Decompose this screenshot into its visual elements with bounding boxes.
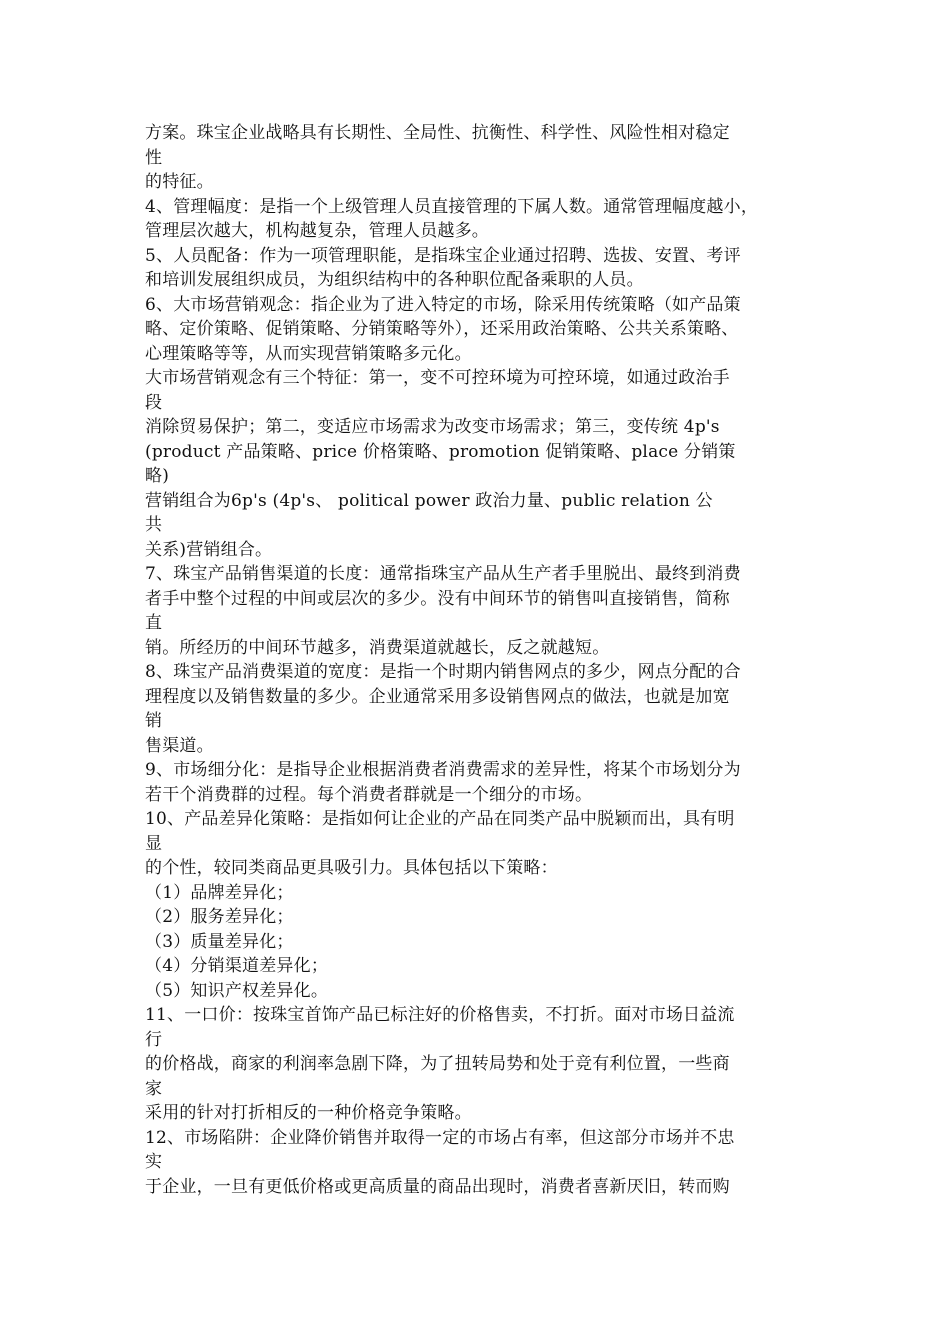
text-line: 消除贸易保护；第二，变适应市场需求为改变市场需求；第三，变传统 4p's xyxy=(145,417,720,437)
text-line: 11、一口价：按珠宝首饰产品已标注好的价格售卖，不打折。面对市场日益流 xyxy=(145,1005,735,1025)
list-item: （4）分销渠道差异化； xyxy=(145,956,329,976)
text-line: 管理层次越大，机构越复杂，管理人员越多。 xyxy=(145,221,489,241)
text-line: 大市场营销观念有三个特征：第一，变不可控环境为可控环境，如通过政治手 xyxy=(145,368,730,388)
text-line: 性 xyxy=(145,147,163,168)
text-line: 于企业，一旦有更低价格或更高质量的商品出现时，消费者喜新厌旧，转而购 xyxy=(145,1176,730,1197)
text-line: 方案。珠宝企业战略具有长期性、全局性、抗衡性、科学性、风险性相对稳定 xyxy=(145,123,730,143)
text-line: 者手中整个过程的中间或层次的多少。没有中间环节的销售叫直接销售，简称 xyxy=(145,588,730,609)
list-item: （3）质量差异化； xyxy=(145,931,294,952)
text-line: 9、市场细分化：是指导企业根据消费者消费需求的差异性，将某个市场划分为 xyxy=(145,760,741,780)
text-line: 销。所经历的中间环节越多，消费渠道就越长，反之就越短。 xyxy=(145,637,610,658)
text-line: 6、大市场营销观念：指企业为了进入特定的市场，除采用传统策略（如产品策 xyxy=(145,294,741,315)
text-line: 4、管理幅度：是指一个上级管理人员直接管理的下属人数。通常管理幅度越小， xyxy=(145,196,759,217)
text-line: 家 xyxy=(145,1078,163,1099)
text-line: 销 xyxy=(145,711,163,731)
text-line: 实 xyxy=(145,1152,163,1172)
text-line: 和培训发展组织成员，为组织结构中的各种职位配备乘职的人员。 xyxy=(145,270,644,290)
list-item: （1）品牌差异化； xyxy=(145,882,294,903)
text-line: 5、人员配备：作为一项管理职能，是指珠宝企业通过招聘、选拔、安置、考评 xyxy=(145,245,741,266)
text-line: 营销组合为6p's (4p's、 political power 政治力量、public relation 公 xyxy=(145,490,713,511)
text-line: 10、产品差异化策略：是指如何让企业的产品在同类产品中脱颖而出，具有明 xyxy=(145,809,735,829)
list-item: （2）服务差异化； xyxy=(145,907,294,927)
text-line: 若干个消费群的过程。每个消费者群就是一个细分的市场。 xyxy=(145,784,593,805)
body-text xyxy=(145,121,825,1199)
text-line: 段 xyxy=(145,392,163,413)
text-line: 12、市场陷阱：企业降价销售并取得一定的市场占有率，但这部分市场并不忠 xyxy=(145,1127,735,1148)
text-line: 售渠道。 xyxy=(145,735,214,756)
text-line: 7、珠宝产品销售渠道的长度：通常指珠宝产品从生产者手里脱出、最终到消费 xyxy=(145,564,741,584)
text-line: 共 xyxy=(145,515,163,535)
text-line: 显 xyxy=(145,833,163,854)
text-line: 采用的针对打折相反的一种价格竞争策略。 xyxy=(145,1103,472,1123)
text-line: 略) xyxy=(145,466,170,486)
text-line: 略、定价策略、促销策略、分销策略等外），还采用政治策略、公共关系策略、 xyxy=(145,319,739,339)
text-line: (product 产品策略、price 价格策略、promotion 促销策略、place 分销策 xyxy=(145,441,736,462)
text-line: 心理策略等等，从而实现营销策略多元化。 xyxy=(145,343,472,364)
text-line: 的个性，较同类商品更具吸引力。具体包括以下策略： xyxy=(145,858,558,878)
text-line: 直 xyxy=(145,613,163,633)
text-line: 关系)营销组合。 xyxy=(145,539,273,560)
text-line: 的价格战，商家的利润率急剧下降，为了扭转局势和处于竞有利位置，一些商 xyxy=(145,1054,730,1074)
text-line: 行 xyxy=(145,1029,163,1050)
text-line: 8、珠宝产品消费渠道的宽度：是指一个时期内销售网点的多少，网点分配的合 xyxy=(145,662,741,682)
text-line: 理程度以及销售数量的多少。企业通常采用多设销售网点的做法，也就是加宽 xyxy=(145,686,730,707)
text-line: 的特征。 xyxy=(145,172,214,192)
list-item: （5）知识产权差异化。 xyxy=(145,980,329,1001)
